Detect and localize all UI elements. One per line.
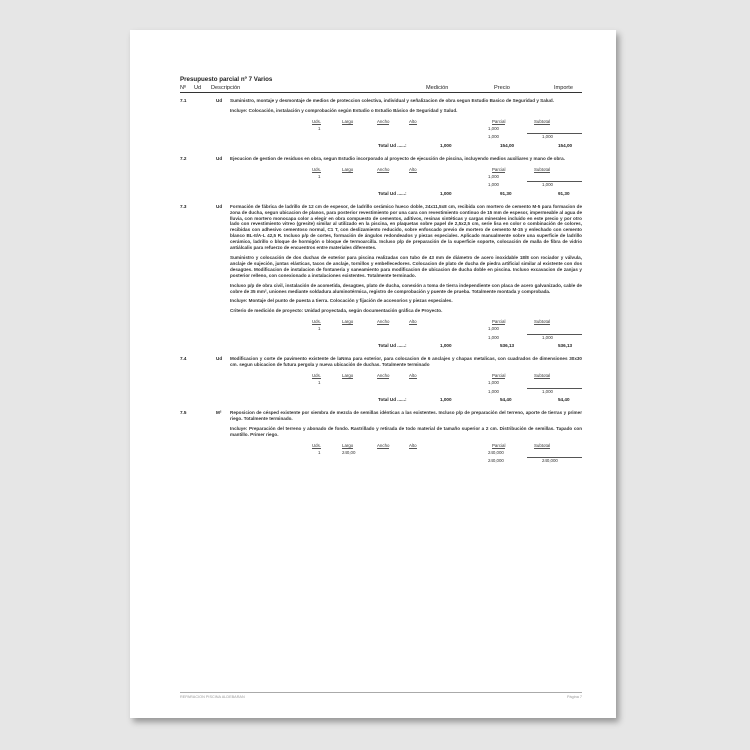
measure-header-largo: Largo	[342, 118, 354, 124]
measure-subtotal-partial: 240,000	[488, 458, 504, 464]
col-unit: Ud	[194, 85, 202, 91]
footer-project-name: REPARACION PISCINA ALDEBARAN	[180, 695, 245, 699]
total-label: Total Ud ......:	[378, 190, 407, 196]
measure-header-subtotal: Subtotal	[534, 319, 551, 325]
measure-parcial: 1,000	[488, 380, 499, 386]
measurement-subtotal-row	[230, 457, 582, 466]
measure-parcial: 1,000	[488, 326, 499, 332]
measure-subtotal: 240,000	[542, 458, 558, 464]
item-code: 7.3	[180, 203, 187, 209]
col-no: Nº	[180, 85, 187, 91]
measurement-row	[230, 125, 582, 134]
unit-price: 91,30	[500, 190, 512, 196]
item-amount: 536,13	[558, 343, 573, 349]
item-description	[230, 156, 582, 162]
measure-header-largo: Largo	[342, 166, 354, 172]
measurement-subtotal-row	[230, 181, 582, 190]
item-unit: Ud	[216, 155, 223, 161]
measure-header-ancho: Ancho	[377, 319, 390, 325]
description-paragraph: Suministro, montaje y desmontaje de medios de proteccion colectiva, individual y señalizacion de obra segun Estudio Basico de Seguridad y Salud.	[230, 98, 554, 103]
measurement-header	[230, 372, 582, 379]
footer-page-number: Página 7	[567, 695, 582, 699]
item-total-row	[230, 142, 582, 151]
column-header-row	[180, 84, 582, 93]
measure-subtotal-partial: 1,000	[488, 388, 499, 394]
measure-uds: 1	[318, 173, 321, 179]
col-amount: Importe	[554, 85, 573, 91]
measurement-table	[230, 118, 582, 142]
item-amount: 154,00	[558, 142, 573, 148]
document-title: Presupuesto parcial nº 7 Varios	[180, 76, 273, 83]
measure-subtotal: 1,000	[542, 388, 553, 394]
measure-header-uds: Uds.	[312, 442, 322, 448]
measure-parcial: 1,000	[488, 125, 499, 131]
measure-header-largo: Largo	[342, 319, 354, 325]
budget-item	[180, 156, 582, 199]
description-paragraph: Modificacion y corte de pavimento existente de laNma para exterior, para colocacion de 6 anclajes y chapas metalicas, con cuadrados de dimensiones 30x30 cm. segun ubicacion de futura pergola y nueva ubicación de duchas. Totalmente terminado	[230, 356, 582, 368]
measurement-header	[230, 318, 582, 325]
measure-header-parcial: Parcial	[492, 442, 506, 448]
description-paragraph: Incluye: Montaje del punto de puesta a tierra. Colocación y fijación de accesorios y piezas especiales.	[230, 298, 453, 304]
total-label: Total Ud ......:	[378, 397, 407, 403]
measurement-table	[230, 372, 582, 396]
description-paragraph: Ejecucion de gestion de residuos en obra, segun Estudio incorporado al proyecto de ejecución de piscina, incluyendo medios auxiliares y mano de obra.	[230, 155, 565, 161]
measure-header-ancho: Ancho	[377, 373, 390, 379]
measure-header-alto: Alto	[409, 118, 417, 124]
measure-header-alto: Alto	[409, 373, 417, 379]
unit-price: 54,40	[500, 397, 512, 403]
measure-parcial: 240,000	[488, 449, 504, 455]
description-paragraph: Reposicion de césped existente por siembra de mezcla de semillas idénticas a las existentes. Incluso p/p de preparación del terreno, aporte de tierras y primer riego. Totalmente terminado.	[230, 410, 582, 421]
budget-item	[180, 98, 582, 151]
measure-header-subtotal: Subtotal	[534, 166, 551, 172]
subtotal-rule	[527, 334, 582, 335]
col-price: Precio	[494, 85, 510, 91]
col-description: Descripción	[211, 85, 241, 91]
measurement-row	[230, 449, 582, 458]
measure-header-uds: Uds.	[312, 319, 322, 325]
total-quantity: 1,000	[440, 397, 452, 403]
measure-subtotal: 1,000	[542, 134, 553, 140]
measure-header-parcial: Parcial	[492, 373, 506, 379]
item-total-row	[230, 190, 582, 199]
page-footer	[180, 692, 582, 701]
description-paragraph: Incluye: Preparación del terreno y abonado de fondo. Rastrillado y retirada de todo material de tamaño superior a 2 cm. Distribución de semillas. Tapado con mantillo. Primer riego.	[230, 425, 582, 437]
measurement-table	[230, 442, 582, 466]
measure-uds: 1	[318, 125, 321, 131]
measure-header-largo: Largo	[342, 373, 354, 379]
measurement-subtotal-row	[230, 388, 582, 397]
budget-item	[180, 204, 582, 352]
item-code: 7.5	[180, 410, 187, 416]
description-paragraph: Incluye: Colocación, instalación y comprobación según Estudio o Estudio Básico de Seguridad y Salud.	[230, 107, 458, 113]
measure-header-ancho: Ancho	[377, 166, 390, 172]
measurement-subtotal-row	[230, 334, 582, 343]
description-paragraph: Criterio de medición de proyecto: Unidad proyectada, según documentación gráfica de Proyecto.	[230, 308, 443, 314]
unit-price: 154,00	[500, 142, 515, 148]
total-quantity: 1,000	[440, 142, 452, 148]
measure-header-subtotal: Subtotal	[534, 442, 551, 448]
measure-subtotal: 1,000	[542, 182, 553, 188]
measure-header-parcial: Parcial	[492, 319, 506, 325]
measurement-row	[230, 173, 582, 182]
item-unit: Ud	[216, 203, 223, 209]
item-description	[230, 410, 582, 438]
total-quantity: 1,000	[440, 343, 452, 349]
item-description	[230, 356, 582, 368]
measure-header-uds: Uds.	[312, 166, 322, 172]
item-code: 7.4	[180, 356, 187, 362]
item-description	[230, 98, 582, 114]
description-paragraph: Incluso p/p de obra civil, instalación de acometida, desagües, plato de ducha, conexión a toma de tierra independiente con placa de acero galvanizado, cable de cobre de 35 mm², uniones mediante soldadura aluminotérmica, registro de comprobación y puente de prueba. Totalmente montada y comprobada.	[230, 282, 582, 294]
description-paragraph: Formación de fábrica de ladrillo de 12 cm de espesor, de ladrillo cerámico hueco doble, 24x11,5x8 cm, recibida con mortero de cemento M-5 para formacion de zona de ducha, segun ubicacion de planos, para posterior revestimiento por una cara con revestimiento continuo de 15 mm de espesor, impermeable al agua de lluvia, con mortero monocapa color a elegir en obra compuesto de cementos, aditivos, resinas sintéticas y cargas minerales incluido en este precio y por otro lado con revestimiento vitreo (gresite) similar al utilizado en la piscina, en plaquetas sobre papel de 2,5x2,5 cm, serie lisa en color o combinación de colores, recibidas con adhesivo cementoso normal, C1 T, con deslizamiento reducido, sobre enfoscado previo de mortero de cemento M-15 y enlechado con cemento blanco BL-II/A-L 42,5 R. Incluso p/p de cortes, formación de ángulos redondeados y piezas especiales. Aplicado manualmente sobre una superficie de ladrillo cerámico, ladrillo o bloque de hormigón o bloque de termoarcilla. Incluso p/p de preparación de la superficie soporte, colocación de malla de fibra de vidrio antiálcalis para refuerzo de encuentros entre materiales diferentes.	[230, 203, 582, 251]
budget-items	[180, 98, 582, 466]
measure-subtotal-partial: 1,000	[488, 134, 499, 140]
budget-item	[180, 356, 582, 405]
measurement-table	[230, 318, 582, 342]
budget-item	[180, 410, 582, 466]
document-page	[130, 30, 616, 718]
col-measurement: Medición	[426, 85, 449, 91]
item-description	[230, 204, 582, 315]
measure-header-subtotal: Subtotal	[534, 373, 551, 379]
subtotal-rule	[527, 133, 582, 134]
description-paragraph: Suministro y colocación de dos duchas de exterior para piscina realizadas con tubo de 43 mm de diámetro de acero inoxidable 18/8 con rociador y válvula, anclaje de sujeción, juntas elásticas, tacos de anclaje, tornillos y embellecedores. Colocacion de plato de ducha de piedra artificial similar al existente con dos desagües. Modificacion de instalacion de fontaneria y saneamiento para modificacion de ubicacion de ducha doble en piscina. Incluso excavacion de zanjas y posterior relleno, con conexionado a instalaciones existentes. Totalmente terminado.	[230, 254, 582, 278]
item-unit: Ud	[216, 356, 223, 362]
measure-header-alto: Alto	[409, 319, 417, 325]
measure-uds: 1	[318, 380, 321, 386]
measure-header-ancho: Ancho	[377, 118, 390, 124]
measure-subtotal-partial: 1,000	[488, 182, 499, 188]
item-code: 7.2	[180, 155, 187, 161]
measure-header-parcial: Parcial	[492, 166, 506, 172]
measure-subtotal-partial: 1,000	[488, 334, 499, 340]
total-quantity: 1,000	[440, 190, 452, 196]
item-amount: 54,40	[558, 397, 570, 403]
measure-parcial: 1,000	[488, 173, 499, 179]
subtotal-rule	[527, 388, 582, 389]
measure-header-uds: Uds.	[312, 118, 322, 124]
measurement-row	[230, 379, 582, 388]
measure-largo: 240,00	[342, 449, 356, 455]
item-code: 7.1	[180, 98, 187, 103]
item-unit: M²	[216, 410, 222, 416]
measure-header-ancho: Ancho	[377, 442, 390, 448]
measurement-header	[230, 166, 582, 173]
item-total-row	[230, 342, 582, 351]
measurement-table	[230, 166, 582, 190]
item-unit: Ud	[216, 98, 223, 103]
measure-subtotal: 1,000	[542, 334, 553, 340]
measurement-header	[230, 118, 582, 125]
total-label: Total Ud ......:	[378, 343, 407, 349]
measure-header-subtotal: Subtotal	[534, 118, 551, 124]
item-amount: 91,30	[558, 190, 570, 196]
measurement-header	[230, 442, 582, 449]
measurement-row	[230, 325, 582, 334]
measure-uds: 1	[318, 326, 321, 332]
measure-header-alto: Alto	[409, 442, 417, 448]
total-label: Total Ud ......:	[378, 142, 407, 148]
unit-price: 536,13	[500, 343, 515, 349]
measure-header-largo: Largo	[342, 442, 354, 448]
item-total-row	[230, 396, 582, 405]
measurement-subtotal-row	[230, 133, 582, 142]
budget-content	[180, 76, 582, 466]
measure-uds: 1	[318, 449, 321, 455]
measure-header-parcial: Parcial	[492, 118, 506, 124]
subtotal-rule	[527, 181, 582, 182]
measure-header-alto: Alto	[409, 166, 417, 172]
measure-header-uds: Uds.	[312, 373, 322, 379]
